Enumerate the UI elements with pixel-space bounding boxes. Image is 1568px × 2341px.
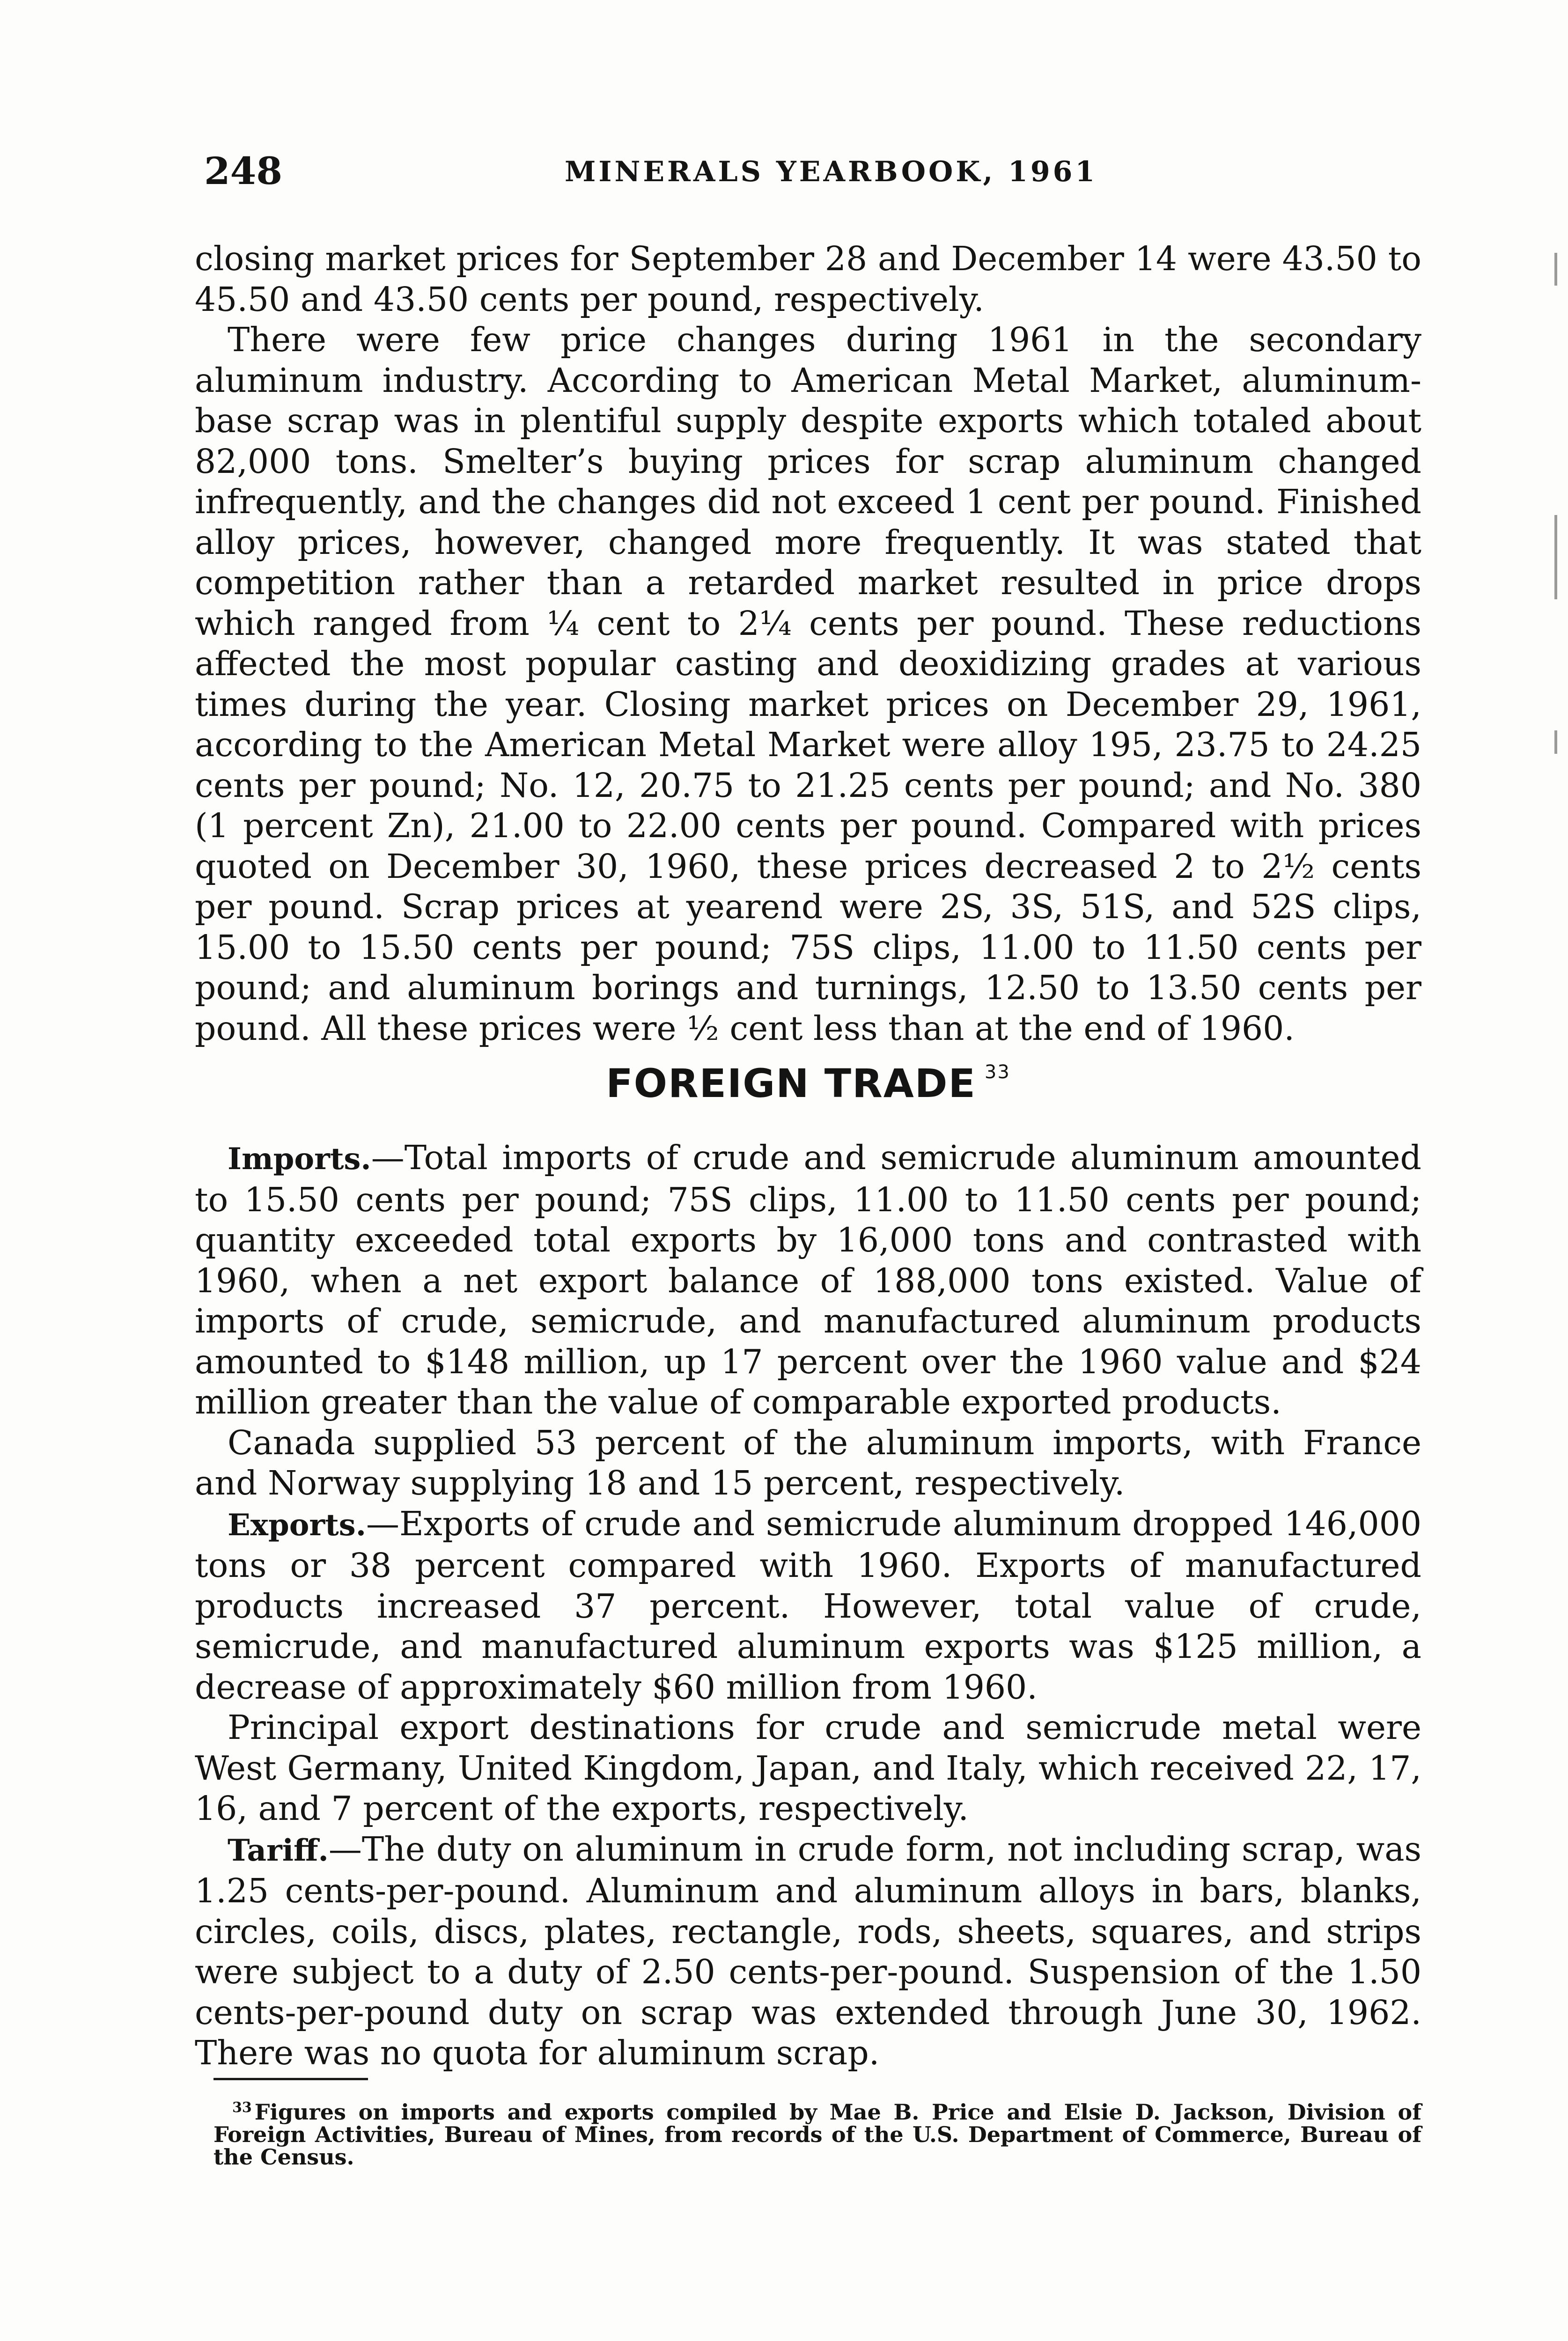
scan-edge-mark (1554, 730, 1557, 754)
foreign-trade-section (195, 1138, 1421, 2074)
running-head: MINERALS YEARBOOK, 1961 (565, 155, 1098, 188)
footnote-divider (213, 2078, 368, 2080)
exports-label: Exports. (228, 1507, 366, 1543)
paragraph-exports (195, 1504, 1421, 1708)
imports-label: Imports. (228, 1141, 371, 1177)
paragraph-destinations: Principal export destinations for crude and semicrude metal were West Germany, United Kingdom, Japan, and Italy, which received 22, 17, 16, and 7 percent of the exports, respectively. (195, 1708, 1421, 1828)
paragraph-tariff (195, 1829, 1421, 2074)
imports-text: —Total imports of crude and semicrude aluminum amounted to 15.50 cents per pound; 75S clips, 11.00 to 11.50 cents per pound; quantity exceeded total exports by 16,000 tons and contrasted with 1960, when a net export balance of 188,000 tons existed. Value of imports of crude, semicrude, and manufactured aluminum products amounted to $148 million, up 17 percent over the 1960 value and $24 million greater than the value of comparable exported products. (195, 1138, 1421, 1421)
tariff-label: Tariff. (228, 1833, 329, 1868)
page-number: 248 (204, 149, 282, 193)
scan-edge-mark (1554, 515, 1557, 599)
price-section (195, 239, 1421, 1049)
footnote-reference: 33 (984, 1061, 1010, 1083)
section-heading-foreign-trade (195, 1060, 1421, 1106)
paragraph-canada: Canada supplied 53 percent of the aluminum imports, with France and Norway supplying 18 and 15 percent, respectively. (195, 1423, 1421, 1502)
footnote (213, 2097, 1421, 2168)
footnote-text: Figures on imports and exports compiled by Mae B. Price and Elsie D. Jackson, Division of Foreign Activities, Bureau of Mines, from records of the U.S. Department of Commerce, Bureau of the Census. (213, 2099, 1421, 2170)
exports-text: —Exports of crude and semicrude aluminum dropped 146,000 tons or 38 percent compared with 1960. Exports of manufactured products increased 37 percent. However, total value of crude, semicrude, and manufactured aluminum exports was $125 million, a decrease of approximately $60 million from 1960. (195, 1504, 1421, 1707)
page-header (204, 149, 1421, 196)
paragraph-closing-prices: closing market prices for September 28 and December 14 were 43.50 to 45.50 and 43.50 cents per pound, respectively. (195, 239, 1421, 319)
footnote-marker: 33 (232, 2099, 252, 2116)
paragraph-imports (195, 1138, 1421, 1423)
paragraph-secondary-aluminum: There were few price changes during 1961 in the secondary aluminum industry. According to American Metal Market, aluminum-base scrap was in plentiful supply despite exports which totaled about 82,000 tons. Smelter’s buying prices for scrap aluminum changed infrequently, and the changes did not exceed 1 cent per pound. Finished alloy prices, however, changed more frequently. It was stated that competition rather than a retarded market resulted in price drops which ranged from ¼ cent to 2¼ cents per pound. These reductions affected the most popular casting and deoxidizing grades at various times during the year. Closing market prices on December 29, 1961, according to the American Metal Market were alloy 195, 23.75 to 24.25 cents per pound; No. 12, 20.75 to 21.25 cents per pound; and No. 380 (1 percent Zn), 21.00 to 22.00 cents per pound. Compared with prices quoted on December 30, 1960, these prices decreased 2 to 2½ cents per pound. Scrap prices at yearend were 2S, 3S, 51S, and 52S clips, 15.00 to 15.50 cents per pound; 75S clips, 11.00 to 11.50 cents per pound; and aluminum borings and turnings, 12.50 to 13.50 cents per pound. All these prices were ½ cent less than at the end of 1960. (195, 320, 1421, 1048)
section-heading-text: FOREIGN TRADE (606, 1060, 976, 1106)
scan-edge-mark (1554, 253, 1557, 286)
tariff-text: —The duty on aluminum in crude form, not including scrap, was 1.25 cents-per-pound. Aluminum and aluminum alloys in bars, blanks, circles, coils, discs, plates, rectangle, rods, sheets, squares, and strips were subject to a duty of 2.50 cents-per-pound. Suspension of the 1.50 cents-per-pound duty on scrap was extended through June 30, 1962. There was no quota for aluminum scrap. (195, 1829, 1421, 2072)
